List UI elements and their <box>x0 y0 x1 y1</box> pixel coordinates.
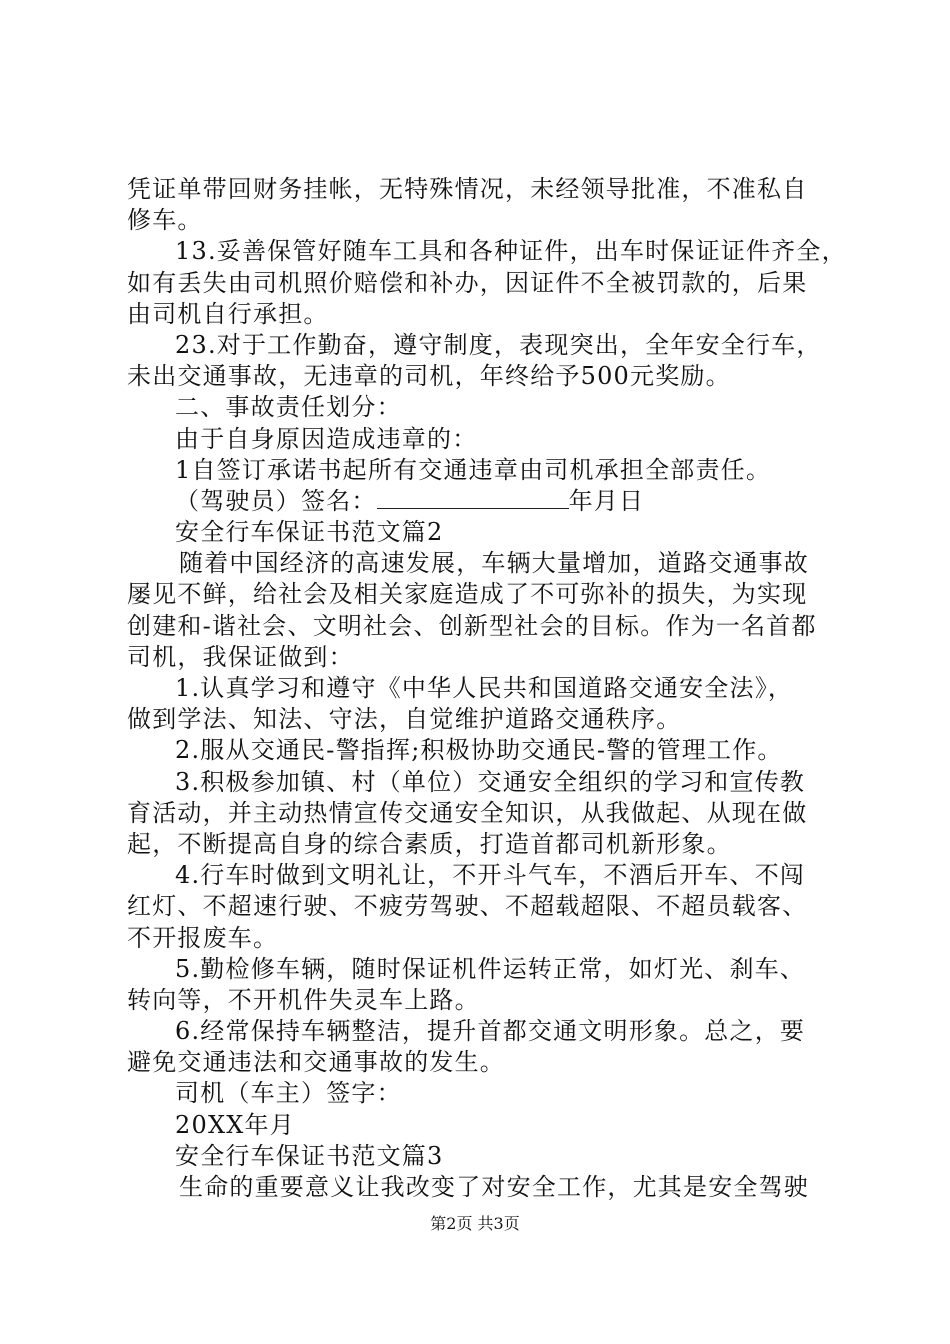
signature-blank <box>377 486 569 509</box>
text-line: 1.认真学习和遵守《中华人民共和国道路交通安全法》， <box>175 674 794 702</box>
text-line: 23.对于工作勤奋，遵守制度，表现突出，全年安全行车， <box>175 330 822 359</box>
text-line: 转向等，不开机件失灵车上路。 <box>127 985 480 1014</box>
article-title: 安全行车保证书范文篇2 <box>175 518 444 547</box>
article-title: 安全行车保证书范文篇3 <box>175 1141 444 1170</box>
signature-line <box>127 486 837 517</box>
text-line: 不开报废车。 <box>127 923 279 952</box>
text-line: 2.服从交通民-警指挥;积极协助交通民-警的管理工作。 <box>175 736 783 765</box>
text-line: 随着中国经济的高速发展，车辆大量增加，道路交通事故 <box>179 549 809 578</box>
text-line: 如有丢失由司机照价赔偿和补办，因证件不全被罚款的，后果 <box>127 268 808 297</box>
date-label: 年月日 <box>568 486 645 515</box>
text-line: 生命的重要意义让我改变了对安全工作，尤其是安全驾驶 <box>179 1173 809 1201</box>
text-line: 4.行车时做到文明礼让，不开斗气车，不酒后开车、不闯 <box>175 861 806 890</box>
text-line: 起，不断提高自身的综合素质，打造首都司机新形象。 <box>127 829 732 858</box>
text-line: 创建和-谐社会、文明社会、创新型社会的目标。作为一名首都 <box>127 611 817 640</box>
text-line: 6.经常保持车辆整洁，提升首都交通文明形象。总之，要 <box>175 1017 806 1046</box>
text-line: 1自签订承诺书起所有交通违章由司机承担全部责任。 <box>175 455 772 484</box>
text-line: 3.积极参加镇、村（单位）交通安全组织的学习和宣传教 <box>175 767 806 796</box>
text-line: 由于自身原因造成违章的： <box>175 424 478 453</box>
text-line: 5.勤检修车辆，随时保证机件运转正常，如灯光、刹车、 <box>175 954 806 983</box>
text-line: 司机，我保证做到： <box>127 642 354 671</box>
text-line: 未出交通事故，无违章的司机，年终给予500元奖励。 <box>127 362 731 391</box>
text-line: 红灯、不超速行驶、不疲劳驾驶、不超载超限、不超员载客、 <box>127 892 808 921</box>
text-line: 育活动，并主动热情宣传交通安全知识，从我做起、从现在做 <box>127 798 808 827</box>
text-line: 修车。 <box>127 206 203 235</box>
text-line: 13.妥善保管好随车工具和各种证件，出车时保证证件齐全， <box>175 237 847 266</box>
signature-label: （驾驶员）签名： <box>175 486 377 515</box>
section-heading: 二、事故责任划分： <box>175 393 402 422</box>
text-line: 由司机自行承担。 <box>127 299 329 328</box>
page-footer: 第2页 共3页 <box>430 1214 520 1233</box>
date-line: 20XX年月 <box>175 1110 295 1139</box>
signature-line: 司机（车主）签字： <box>175 1079 402 1108</box>
text-line: 避免交通违法和交通事故的发生。 <box>127 1048 505 1077</box>
document-body <box>127 174 847 1203</box>
text-line: 凭证单带回财务挂帐，无特殊情况，未经领导批准，不准私自 <box>127 175 808 203</box>
text-line: 屡见不鲜，给社会及相关家庭造成了不可弥补的损失，为实现 <box>127 580 808 609</box>
text-line: 做到学法、知法、守法，自觉维护道路交通秩序。 <box>127 705 682 734</box>
